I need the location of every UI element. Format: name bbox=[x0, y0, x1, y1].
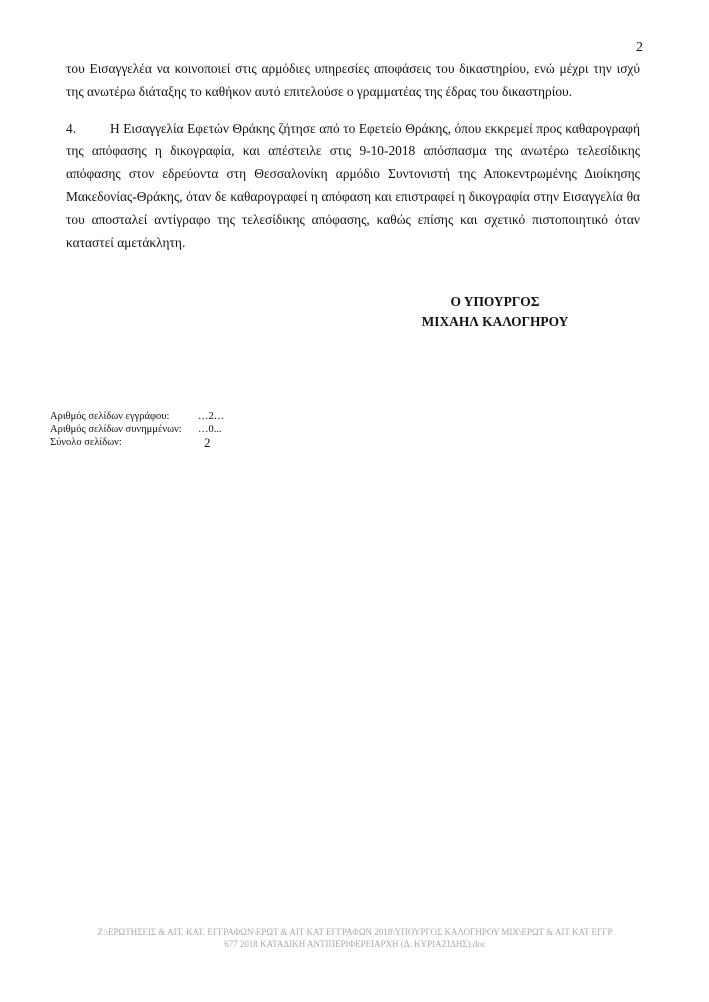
signature-name: ΜΙΧΑΗΛ ΚΑΛΟΓΗΡΟΥ bbox=[421, 314, 569, 329]
page-number: 2 bbox=[636, 40, 643, 55]
footer-path-line-1: Z:\ΕΡΩΤΗΣΕΙΣ & ΑΙΤ. ΚΑΤ. ΕΓΓΡΑΦΩΝ\ΕΡΩΤ & ΑΙΤ ΚΑΤ ΕΓΓΡΑΦΩΝ 2018\ΥΠΟΥΡΓΟΣ ΚΑΛΟΓΗΡΟΥ ΜΙΧ\ΕΡΩΤ & ΑΙΤ ΚΑΤ ΕΓΓΡ bbox=[97, 927, 613, 937]
paragraph-4-text: Η Εισαγγελία Εφετών Θράκης ζήτησε από το Εφετείο Θράκης, όπου εκκρεμεί προς καθαρογραφή της απόφασης η δικογραφία, και απέστειλε στις 9-10-2018 απόσπασμα της ανωτέρω τελεσίδικης απόφασης στον εδρεύοντα στη Θεσσαλονίκη αρμόδιο Συντονιστή της Αποκεντρωμένης Διοίκησης Μακεδονίας-Θράκης, όταν δε καθαρογραφεί η απόφαση και επιστραφεί η δικογραφία στην Εισαγγελία θα του αποσταλεί αντίγραφο της τελεσίδικης απόφασης, καθώς επίσης και σχετικό πιστοποιητικό όταν καταστεί αμετάκλητη. bbox=[66, 120, 640, 250]
signature-block bbox=[395, 292, 595, 332]
attachment-pages-label: Αριθμός σελίδων συνημμένων: bbox=[50, 424, 182, 435]
document-pages-label: Αριθμός σελίδων εγγράφου: bbox=[50, 411, 170, 422]
total-pages-label: Σύνολο σελίδων: bbox=[50, 437, 122, 448]
document-body bbox=[66, 58, 640, 254]
paragraph-4 bbox=[66, 118, 640, 255]
document-pages-value: …2… bbox=[198, 411, 225, 422]
total-pages-value: 2 bbox=[204, 435, 211, 450]
paragraph-continuation: του Εισαγγελέα να κοινοποιεί στις αρμόδιες υπηρεσίες αποφάσεις του δικαστηρίου, ενώ μέχρι την ισχύ της ανωτέρω διάταξης το καθήκον αυτό επιτελούσε ο γραμματέας της έδρας του δικαστηρίου. bbox=[66, 61, 640, 99]
footer-file-path bbox=[60, 926, 650, 950]
paragraph-number: 4. bbox=[66, 120, 77, 136]
footer-path-line-2: 677 2018 ΚΑΤΑΔΙΚΗ ΑΝΤΙΠΕΡΙΦΕΡΕΙΑΡΧΗ (Δ. ΚΥΡΙΑΖΙΔΗΣ).doc bbox=[224, 939, 486, 949]
attachment-pages-value: …0... bbox=[198, 424, 222, 435]
signature-title: Ο ΥΠΟΥΡΓΟΣ bbox=[450, 294, 540, 309]
